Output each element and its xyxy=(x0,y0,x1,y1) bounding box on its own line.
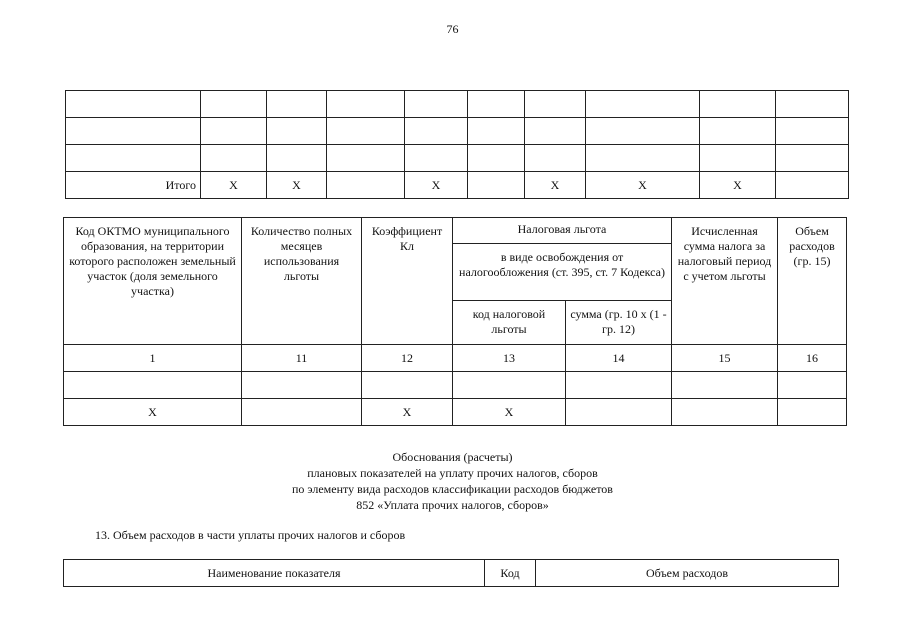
total-cell: X xyxy=(700,172,776,199)
column-number: 16 xyxy=(778,345,847,372)
header-oktmo: Код ОКТМО муниципального образования, на территории которого расположен земельный участок (доля земельного участка) xyxy=(64,218,242,345)
justification-line: плановых показателей на уплату прочих налогов, сборов xyxy=(307,466,598,480)
total-label: Итого xyxy=(66,172,201,199)
total-cell: X xyxy=(525,172,586,199)
header-coefficient: Коэффициент Кл xyxy=(362,218,453,345)
table-row xyxy=(64,372,847,399)
x-cell: X xyxy=(453,399,566,426)
column-number: 12 xyxy=(362,345,453,372)
header-row xyxy=(64,560,839,587)
total-row xyxy=(66,172,849,199)
table-row xyxy=(66,145,849,172)
header-row xyxy=(64,218,847,244)
column-number-row xyxy=(64,345,847,372)
column-number: 13 xyxy=(453,345,566,372)
x-cell xyxy=(242,399,362,426)
total-cell xyxy=(776,172,849,199)
total-cell: X xyxy=(405,172,468,199)
header-volume: Объем расходов xyxy=(536,560,839,587)
x-cell xyxy=(672,399,778,426)
total-cell: X xyxy=(201,172,267,199)
justification-heading xyxy=(0,449,905,513)
section-title: 13. Объем расходов в части уплаты прочих налогов и сборов xyxy=(95,528,406,542)
justification-line: по элементу вида расходов классификации расходов бюджетов xyxy=(292,482,613,496)
justification-line: Обоснования (расчеты) xyxy=(392,450,513,464)
table-row xyxy=(66,118,849,145)
header-calculated: Исчисленная сумма налога за налоговый период с учетом льготы xyxy=(672,218,778,345)
column-number: 1 xyxy=(64,345,242,372)
header-benefit-code: код налоговой льготы xyxy=(453,301,566,345)
top-table xyxy=(65,90,849,199)
column-number: 15 xyxy=(672,345,778,372)
total-cell: X xyxy=(586,172,700,199)
column-number: 11 xyxy=(242,345,362,372)
justification-line: 852 «Уплата прочих налогов, сборов» xyxy=(356,498,549,512)
header-benefit-sum: сумма (гр. 10 х (1 - гр. 12) xyxy=(566,301,672,345)
header-months: Количество полных месяцев использования льготы xyxy=(242,218,362,345)
header-benefit: Налоговая льгота xyxy=(453,218,672,244)
x-cell: X xyxy=(64,399,242,426)
bottom-table xyxy=(63,559,839,587)
x-cell xyxy=(778,399,847,426)
total-cell xyxy=(468,172,525,199)
x-row xyxy=(64,399,847,426)
column-number: 14 xyxy=(566,345,672,372)
main-table xyxy=(63,217,847,426)
header-code: Код xyxy=(485,560,536,587)
header-volume: Объем расходов (гр. 15) xyxy=(778,218,847,345)
header-benefit-sub: в виде освобождения от налогообложения (ст. 395, ст. 7 Кодекса) xyxy=(453,244,672,301)
total-cell xyxy=(327,172,405,199)
header-indicator-name: Наименование показателя xyxy=(64,560,485,587)
page-number: 76 xyxy=(446,22,459,36)
x-cell xyxy=(566,399,672,426)
total-cell: X xyxy=(267,172,327,199)
table-row xyxy=(66,91,849,118)
x-cell: X xyxy=(362,399,453,426)
